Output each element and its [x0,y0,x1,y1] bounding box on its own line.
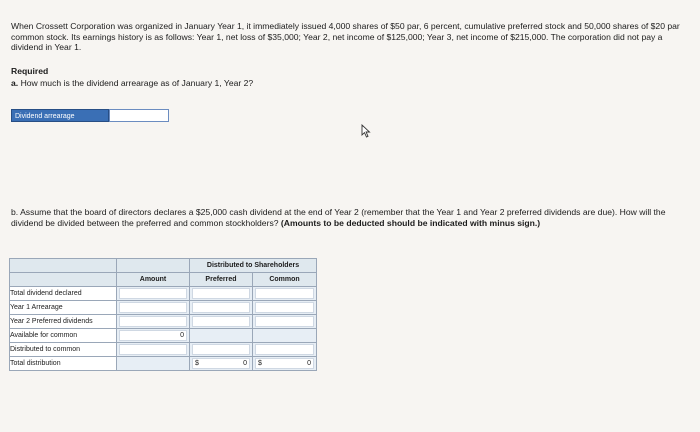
preferred-total-value: 0 [243,360,247,367]
row-label: Year 2 Preferred dividends [10,315,117,329]
row-label: Total dividend declared [10,287,117,301]
part-b-text: b. Assume that the board of directors declares a $25,000 cash dividend at the end of Year 2 (remember that the Year 1 and Year 2 preferred dividends are due). How will the dividend be divided between the preferred and common stockholders? [11,207,666,228]
row-label: Year 1 Arrearage [10,301,117,315]
amount-input[interactable] [119,316,187,327]
table-row [10,329,317,343]
table-header-row [10,259,317,273]
arrearage-label: Dividend arrearage [11,109,109,122]
arrearage-row [11,109,169,122]
amount-input[interactable] [119,344,187,355]
amount-input[interactable] [119,288,187,299]
row-label: Total distribution [10,357,117,371]
table-row [10,287,317,301]
col-preferred: Preferred [190,273,253,287]
part-a-question [11,78,253,88]
part-a-prefix: a. [11,78,19,88]
table-row [10,315,317,329]
part-b-instruction: (Amounts to be deducted should be indicated with minus sign.) [280,217,541,228]
arrearage-input[interactable] [109,109,169,122]
amount-value: 0 [119,330,187,341]
common-input[interactable] [255,316,314,327]
problem-intro: When Crossett Corporation was organized in January Year 1, it immediately issued 4,000 shares of $50 par, 6 percent, cumulative preferred stock and 50,000 shares of $20 par common stock. Its earnings history is as follows: Year 1, net loss of $35,000; Year 2, net income of $125,000; Year 3, net income of $215,000. The corporation did not pay a dividend in Year 1. [11,21,680,53]
common-input[interactable] [255,344,314,355]
common-dollar: $ [258,360,262,367]
distributed-header: Distributed to Shareholders [190,259,317,273]
table-row [10,357,317,371]
dividend-distribution-table [9,258,317,371]
preferred-input[interactable] [192,316,250,327]
preferred-dollar: $ [195,360,199,367]
common-total-value: 0 [307,360,311,367]
preferred-input[interactable] [192,288,250,299]
part-b-question [11,207,687,228]
preferred-total [192,358,250,369]
row-label: Available for common [10,329,117,343]
preferred-input[interactable] [192,344,250,355]
common-total [255,358,314,369]
mouse-pointer-icon [361,124,373,138]
preferred-input[interactable] [192,302,250,313]
table-subheader-row [10,273,317,287]
required-heading: Required [11,66,49,76]
part-a-text: How much is the dividend arrearage as of January 1, Year 2? [20,78,254,88]
col-common: Common [253,273,317,287]
amount-input[interactable] [119,302,187,313]
row-label: Distributed to common [10,343,117,357]
table-row [10,343,317,357]
table-row [10,301,317,315]
common-input[interactable] [255,288,314,299]
col-amount: Amount [117,273,190,287]
common-input[interactable] [255,302,314,313]
